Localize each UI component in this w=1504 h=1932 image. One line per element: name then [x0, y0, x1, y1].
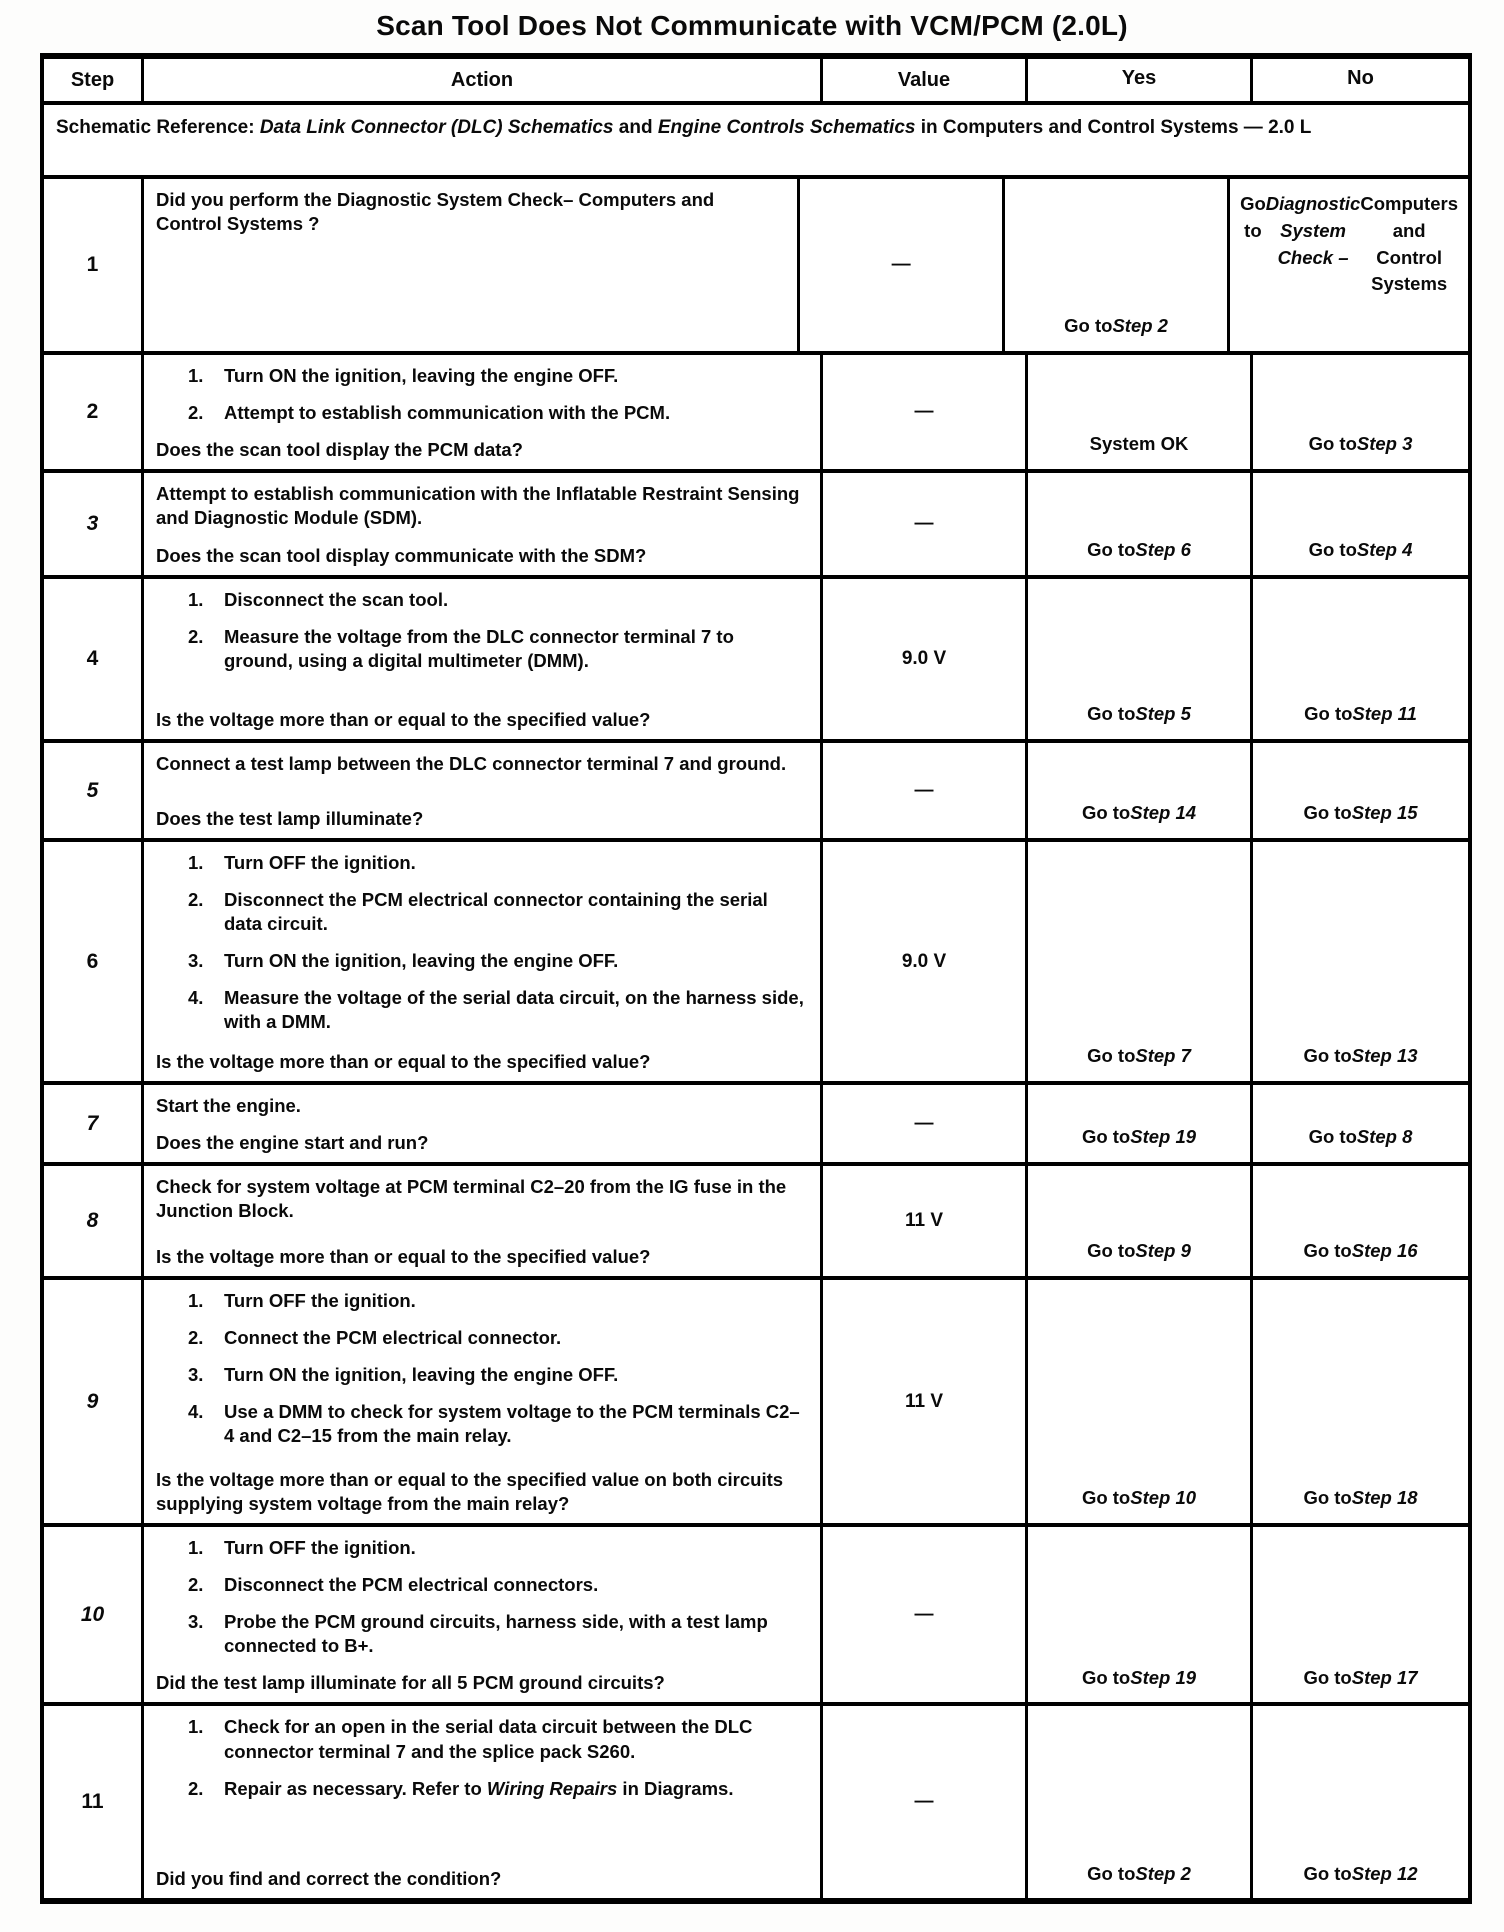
action-cell	[141, 473, 820, 575]
value-cell: —	[820, 1706, 1025, 1898]
value-cell: —	[820, 473, 1025, 575]
column-header-yes: Yes	[1025, 59, 1250, 101]
action-list	[156, 188, 783, 236]
action-question: Did the test lamp illuminate for all 5 PCM ground circuits?	[156, 1672, 665, 1694]
list-item-number: 1.	[188, 1537, 204, 1559]
list-item-text: Turn ON the ignition, leaving the engine OFF.	[224, 950, 619, 972]
value-cell: —	[820, 743, 1025, 838]
list-item-text: Turn ON the ignition, leaving the engine OFF.	[224, 365, 619, 386]
action-question: Is the voltage more than or equal to the specified value on both circuits supplying system voltage from the main relay?	[156, 1469, 784, 1515]
step-cell: 10	[80, 1602, 105, 1626]
value-cell: 11 V	[820, 1280, 1025, 1523]
list-item-number: 1.	[188, 589, 204, 611]
action-question: Does the test lamp illuminate?	[156, 808, 424, 830]
action-paragraph: Start the engine.	[156, 1095, 301, 1117]
page-title: Scan Tool Does Not Communicate with VCM/PCM (2.0L)	[376, 10, 1128, 41]
action-list-item	[156, 888, 806, 936]
no-cell: Go to Step 8	[1250, 1085, 1468, 1162]
action-list	[156, 1094, 806, 1118]
table-row	[44, 351, 1468, 469]
action-cell	[141, 1706, 820, 1898]
step-cell: 6	[86, 949, 99, 973]
action-list-item	[156, 1326, 806, 1350]
no-cell: Go to Step 4	[1250, 473, 1468, 575]
action-list-item	[156, 1400, 806, 1448]
action-question: Does the engine start and run?	[156, 1132, 429, 1154]
list-item-text: Use a DMM to check for system voltage to the PCM terminals C2–4 and C2–15 from the main relay.	[224, 1401, 800, 1447]
table-row	[44, 739, 1468, 838]
list-item-number: 2.	[188, 1574, 204, 1596]
action-list-item	[156, 1289, 806, 1313]
list-item-number: 2.	[188, 889, 204, 911]
value-cell: —	[820, 1085, 1025, 1162]
list-item-number: 2.	[188, 626, 204, 648]
list-item-text: Probe the PCM ground circuits, harness side, with a test lamp connected to B+.	[224, 1611, 768, 1657]
action-cell	[141, 179, 797, 351]
step-cell: 5	[86, 778, 99, 802]
schematic-reference-text: Schematic Reference: Data Link Connector (DLC) Schematics and Engine Controls Schematics in Computers and Control Systems — 2.0 L	[56, 117, 1312, 138]
action-list-item	[156, 1536, 806, 1560]
value-cell: 9.0 V	[820, 579, 1025, 739]
column-header-step: Step	[70, 68, 115, 91]
list-item-text: Measure the voltage of the serial data circuit, on the harness side, with a DMM.	[224, 987, 804, 1033]
action-list-item	[156, 1715, 806, 1763]
action-cell	[141, 355, 820, 469]
action-list	[156, 588, 806, 673]
table-row	[44, 1081, 1468, 1162]
list-item-text: Turn ON the ignition, leaving the engine OFF.	[224, 1364, 619, 1386]
no-cell: Go to Step 3	[1250, 355, 1468, 469]
table-row	[44, 1523, 1468, 1702]
action-question: Does the scan tool display communicate with the SDM?	[156, 545, 647, 567]
table-header-row	[44, 59, 1468, 101]
action-list	[156, 1289, 806, 1448]
list-item-number: 1.	[188, 1716, 204, 1738]
action-question: Is the voltage more than or equal to the specified value?	[156, 709, 651, 731]
list-item-text: Check for an open in the serial data circuit between the DLC connector terminal 7 and the splice pack S260.	[224, 1716, 753, 1762]
no-cell: Go to Diagnostic System Check – Computers and Control Systems	[1227, 179, 1468, 351]
step-cell: 3	[86, 512, 99, 536]
no-cell: Go to Step 15	[1250, 743, 1468, 838]
list-item-number: 1.	[188, 1290, 204, 1312]
action-list-item	[156, 625, 806, 673]
no-cell: Go to Step 18	[1250, 1280, 1468, 1523]
list-item-number: 2.	[188, 402, 204, 424]
action-list-item	[156, 401, 806, 425]
step-cell: 9	[86, 1389, 99, 1413]
action-list-item	[156, 364, 806, 388]
action-question: Is the voltage more than or equal to the specified value?	[156, 1051, 651, 1073]
list-item-text: Disconnect the PCM electrical connector containing the serial data circuit.	[224, 889, 768, 935]
list-item-text: Measure the voltage from the DLC connector terminal 7 to ground, using a digital multimeter (DMM).	[224, 626, 734, 672]
action-list-item	[156, 986, 806, 1034]
value-cell: —	[820, 355, 1025, 469]
value-cell: 9.0 V	[820, 842, 1025, 1081]
table-row	[44, 1702, 1468, 1898]
list-item-text: Turn OFF the ignition.	[224, 852, 416, 874]
no-cell: Go to Step 13	[1250, 842, 1468, 1081]
list-item-number: 1.	[188, 365, 204, 386]
list-item-text: Disconnect the scan tool.	[224, 589, 449, 611]
table-row	[44, 1162, 1468, 1276]
diagnostic-table	[40, 53, 1472, 1904]
value-cell: —	[797, 179, 1002, 351]
list-item-number: 3.	[188, 950, 204, 972]
step-cell: 1	[86, 253, 99, 276]
list-item-text: Turn OFF the ignition.	[224, 1290, 416, 1312]
list-item-number: 1.	[188, 852, 204, 874]
no-cell: Go to Step 16	[1250, 1166, 1468, 1276]
yes-cell: System OK	[1025, 355, 1250, 469]
column-header-value: Value	[820, 59, 1025, 101]
list-item-number: 4.	[188, 1401, 204, 1423]
action-list-item	[156, 588, 806, 612]
yes-cell: Go to Step 9	[1025, 1166, 1250, 1276]
action-cell	[141, 1527, 820, 1702]
list-item-number: 3.	[188, 1611, 204, 1633]
action-question: Did you find and correct the condition?	[156, 1868, 502, 1890]
action-question: Is the voltage more than or equal to the specified value?	[156, 1246, 651, 1268]
column-header-no: No	[1250, 59, 1468, 101]
column-header-action: Action	[141, 59, 820, 101]
no-cell: Go to Step 11	[1250, 579, 1468, 739]
action-list	[156, 851, 806, 1034]
list-item-number: 4.	[188, 987, 204, 1009]
list-item-number: 2.	[188, 1777, 204, 1799]
table-row	[44, 575, 1468, 739]
action-cell	[141, 743, 820, 838]
yes-cell: Go to Step 19	[1025, 1527, 1250, 1702]
list-item-text: Disconnect the PCM electrical connectors.	[224, 1574, 599, 1596]
list-item-text: Turn OFF the ignition.	[224, 1537, 416, 1559]
action-list	[156, 752, 806, 776]
action-list-item	[156, 851, 806, 875]
action-list-item	[156, 1777, 806, 1801]
list-item-number: 3.	[188, 1364, 204, 1386]
action-list	[156, 1175, 806, 1223]
action-list-item	[156, 1573, 806, 1597]
action-list	[156, 364, 806, 425]
table-row	[44, 175, 1468, 351]
step-cell: 8	[86, 1209, 99, 1233]
yes-cell: Go to Step 2	[1002, 179, 1227, 351]
no-cell: Go to Step 17	[1250, 1527, 1468, 1702]
yes-cell: Go to Step 6	[1025, 473, 1250, 575]
schematic-reference-row	[44, 101, 1468, 175]
action-paragraph: Did you perform the Diagnostic System Check– Computers and Control Systems ?	[156, 189, 715, 235]
table-row	[44, 1276, 1468, 1523]
step-cell: 7	[86, 1111, 99, 1135]
action-cell	[141, 1085, 820, 1162]
yes-cell: Go to Step 2	[1025, 1706, 1250, 1898]
list-item-number: 2.	[188, 1327, 204, 1349]
action-list	[156, 1536, 806, 1658]
action-paragraph: Connect a test lamp between the DLC connector terminal 7 and ground.	[156, 753, 787, 775]
action-paragraph: Check for system voltage at PCM terminal C2–20 from the IG fuse in the Junction Block.	[156, 1176, 787, 1222]
action-list	[156, 482, 806, 530]
action-list-item	[156, 949, 806, 973]
list-item-text: Connect the PCM electrical connector.	[224, 1327, 562, 1349]
yes-cell: Go to Step 5	[1025, 579, 1250, 739]
action-cell	[141, 842, 820, 1081]
action-paragraph: Attempt to establish communication with the Inflatable Restraint Sensing and Diagnostic Module (SDM).	[156, 483, 800, 529]
action-list-item	[156, 1610, 806, 1658]
action-cell	[141, 1280, 820, 1523]
yes-cell: Go to Step 14	[1025, 743, 1250, 838]
action-cell	[141, 579, 820, 739]
list-item-text: Attempt to establish communication with the PCM.	[224, 402, 671, 424]
value-cell: —	[820, 1527, 1025, 1702]
value-cell: 11 V	[820, 1166, 1025, 1276]
table-row	[44, 469, 1468, 575]
yes-cell: Go to Step 10	[1025, 1280, 1250, 1523]
action-list	[156, 1715, 806, 1800]
list-item-text: Repair as necessary. Refer to Wiring Repairs in Diagrams.	[224, 1777, 734, 1799]
action-list-item	[156, 1363, 806, 1387]
action-cell	[141, 1166, 820, 1276]
no-cell: Go to Step 12	[1250, 1706, 1468, 1898]
table-body	[44, 175, 1468, 1898]
step-cell: 4	[86, 647, 99, 671]
yes-cell: Go to Step 19	[1025, 1085, 1250, 1162]
step-cell: 2	[86, 400, 99, 424]
yes-cell: Go to Step 7	[1025, 842, 1250, 1081]
step-cell: 11	[81, 1790, 104, 1814]
table-row	[44, 838, 1468, 1081]
action-question: Does the scan tool display the PCM data?	[156, 439, 523, 461]
